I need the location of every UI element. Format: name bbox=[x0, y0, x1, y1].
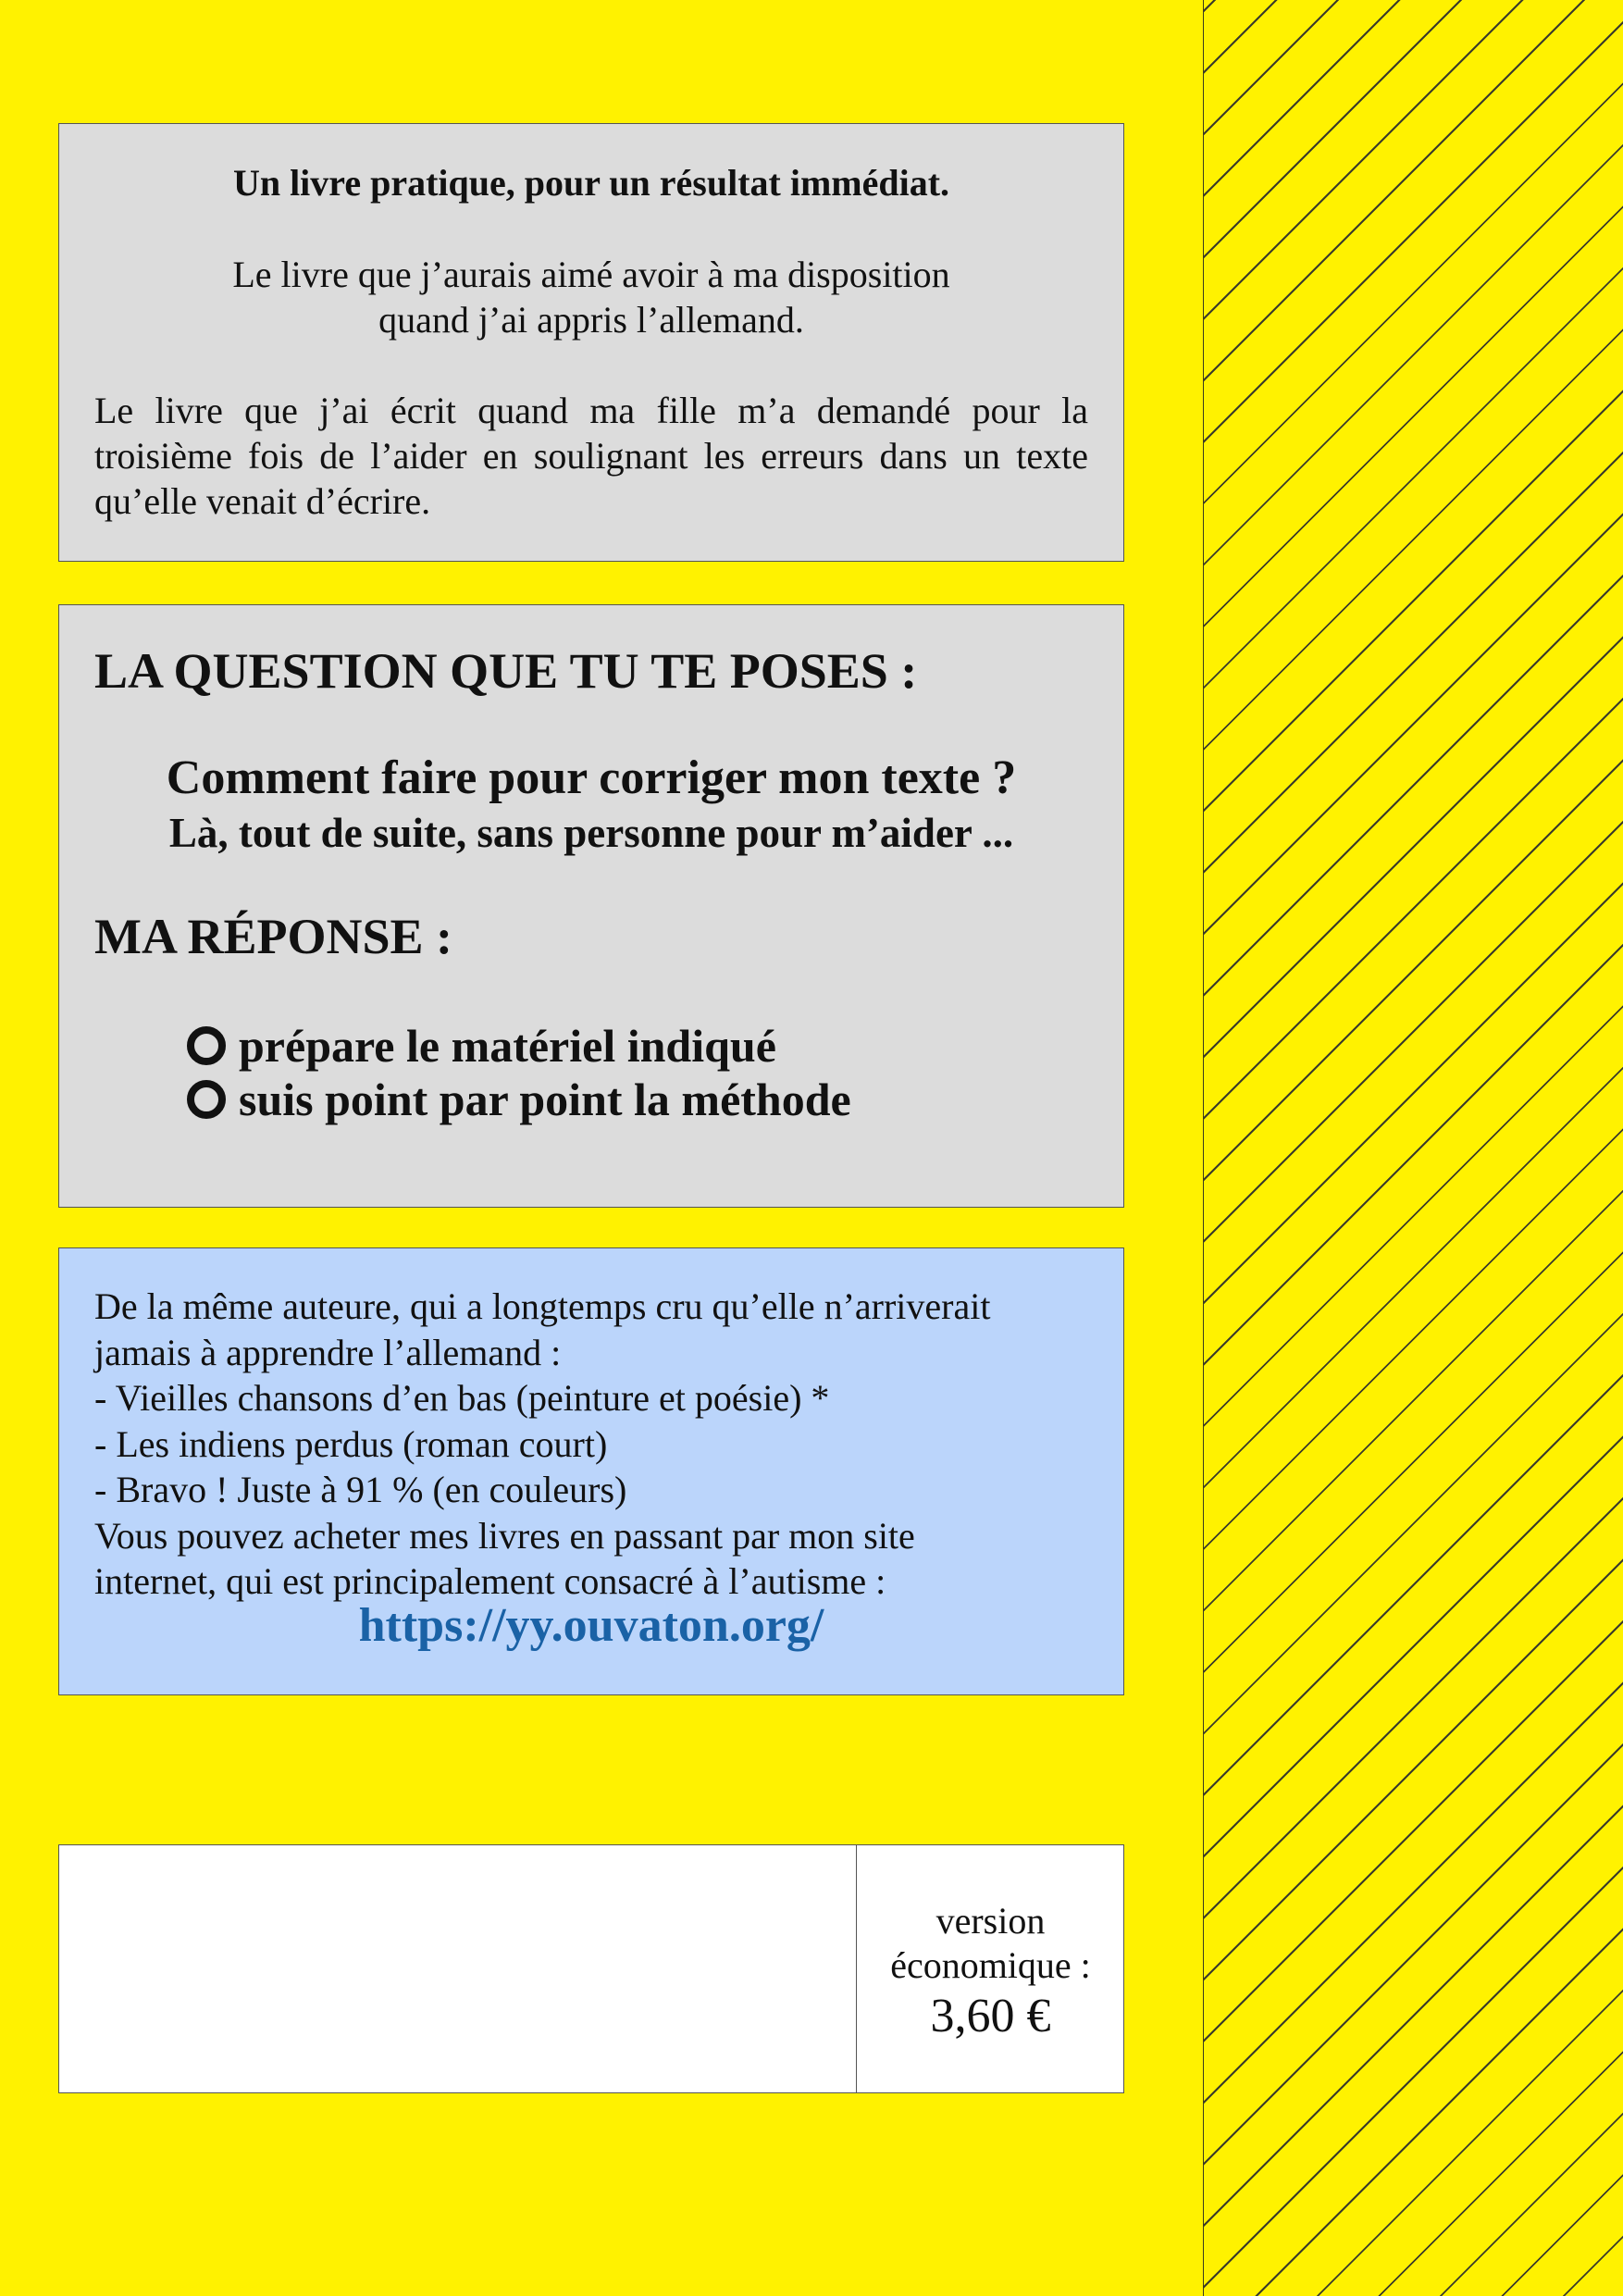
striped-spine bbox=[1203, 0, 1623, 2296]
author-line: Vous pouvez acheter mes livres en passant par mon site bbox=[94, 1514, 915, 1557]
price-value: 3,60 € bbox=[930, 1990, 1051, 2042]
author-line: internet, qui est principalement consacré à l’autisme : bbox=[94, 1560, 886, 1602]
author-line: jamais à apprendre l’allemand : bbox=[94, 1331, 562, 1373]
price-area bbox=[858, 1899, 1123, 2045]
author-book-item: - Vieilles chansons d’en bas (peinture et poésie) * bbox=[94, 1377, 830, 1419]
website-link[interactable]: https://yy.ouvaton.org/ bbox=[358, 1599, 824, 1652]
author-box bbox=[58, 1247, 1124, 1695]
question-subline-1: Comment faire pour corriger mon texte ? bbox=[166, 751, 1017, 804]
intro-story: Le livre que j’ai écrit quand ma fille m’a demandé pour la troisième fois de l’aider en soulignant les erreurs dans un texte qu’elle venait d’écrire. bbox=[94, 390, 1088, 522]
answer-text: prépare le matériel indiqué bbox=[239, 1020, 776, 1072]
intro-wish-line-1: Le livre que j’aurais aimé avoir à ma disposition bbox=[232, 254, 950, 295]
answer-item bbox=[187, 1073, 851, 1126]
price-box bbox=[58, 1844, 1124, 2093]
circle-bullet-icon bbox=[187, 1026, 226, 1065]
price-label-line-2: économique : bbox=[890, 1944, 1091, 1986]
author-book-item: - Les indiens perdus (roman court) bbox=[94, 1422, 608, 1465]
question-subline-2: Là, tout de suite, sans personne pour m’aider ... bbox=[168, 810, 1014, 856]
circle-bullet-icon bbox=[187, 1080, 226, 1119]
intro-wish bbox=[59, 252, 1123, 342]
intro-box bbox=[58, 123, 1124, 562]
answer-text: suis point par point la méthode bbox=[239, 1074, 851, 1125]
question-heading: LA QUESTION QUE TU TE POSES : bbox=[94, 643, 918, 699]
answer-item bbox=[187, 1019, 776, 1073]
author-book-item: - Bravo ! Juste à 91 % (en couleurs) bbox=[94, 1469, 627, 1510]
author-line: De la même auteure, qui a longtemps cru qu’elle n’arriverait bbox=[94, 1285, 991, 1327]
intro-title: Un livre pratique, pour un résultat immédiat. bbox=[232, 162, 950, 204]
question-box bbox=[58, 604, 1124, 1208]
price-label-line-1: version bbox=[935, 1900, 1046, 1942]
author-text bbox=[94, 1284, 1088, 1605]
answer-heading: MA RÉPONSE : bbox=[94, 909, 453, 964]
intro-wish-line-2: quand j’ai appris l’allemand. bbox=[378, 299, 804, 341]
price-divider bbox=[856, 1845, 857, 2092]
